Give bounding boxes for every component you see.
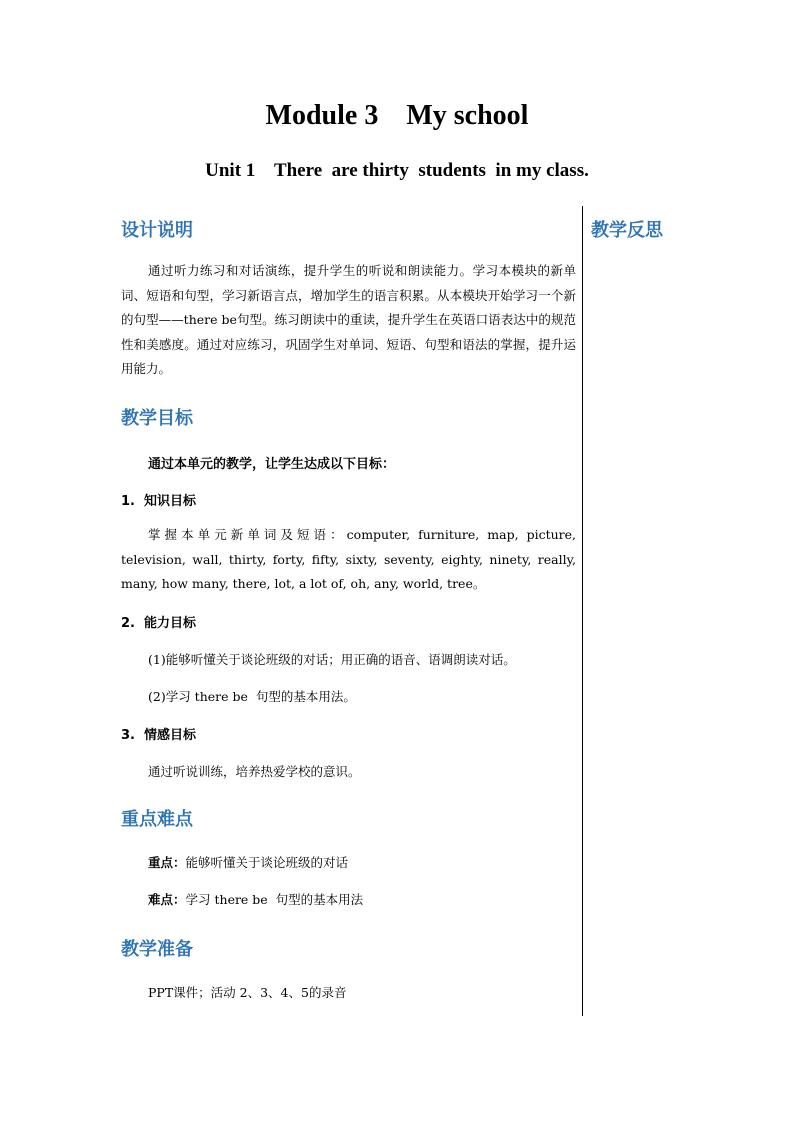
knowledge-paragraph: 掌握本单元新单词及短语：computer, furniture, map, picture, television, wall, thirty, forty, fifty, sixty, seventy, eighty, ninety, really, many, how many, there, lot, a lot of, oh, any, world, tree。 xyxy=(121,527,576,591)
difficulty-line xyxy=(148,890,363,908)
emotion-heading: 3. 情感目标 xyxy=(121,728,197,743)
knowledge-heading: 1. 知识目标 xyxy=(121,494,197,509)
emotion-text: 通过听说训练，培养热爱学校的意识。 xyxy=(148,764,361,779)
design-heading: 设计说明 xyxy=(121,220,193,241)
ability-item-1: (1)能够听懂关于谈论班级的对话；用正确的语音、语调朗读对话。 xyxy=(148,652,516,667)
document-title: Module 3 My school xyxy=(265,100,529,131)
ability-heading: 2. 能力目标 xyxy=(121,616,197,631)
difficulty-label: 难点： xyxy=(148,892,186,907)
design-paragraph: 通过听力练习和对话演练，提升学生的听说和朗读能力。学习本模块的新单词、短语和句型，学习新语言点，增加学生的语言积累。从本模块开始学习一个新的句型——there be句型。练习朗读中的重读，提升学生在英语口语表达中的规范性和美感度。通过对应练习，巩固学生对单词、短语、句型和语法的掌握，提升运用能力。 xyxy=(121,263,576,376)
reflection-heading: 教学反思 xyxy=(591,220,663,241)
ability-item-2: (2)学习 there be 句型的基本用法。 xyxy=(148,689,356,704)
objectives-intro: 通过本单元的教学，让学生达成以下目标： xyxy=(148,457,396,472)
focus-text: 能够听懂关于谈论班级的对话 xyxy=(185,855,349,870)
column-divider xyxy=(582,206,583,1016)
key-points-heading: 重点难点 xyxy=(121,809,193,830)
preparation-heading: 教学准备 xyxy=(121,939,193,960)
objectives-heading: 教学目标 xyxy=(121,408,193,429)
focus-label: 重点： xyxy=(148,855,186,870)
unit-subtitle: Unit 1 There are thirty students in my class. xyxy=(205,160,589,181)
preparation-text: PPT课件；活动 2、3、4、5的录音 xyxy=(148,985,347,1000)
difficulty-text: 学习 there be 句型的基本用法 xyxy=(185,892,364,907)
focus-line xyxy=(148,853,348,871)
